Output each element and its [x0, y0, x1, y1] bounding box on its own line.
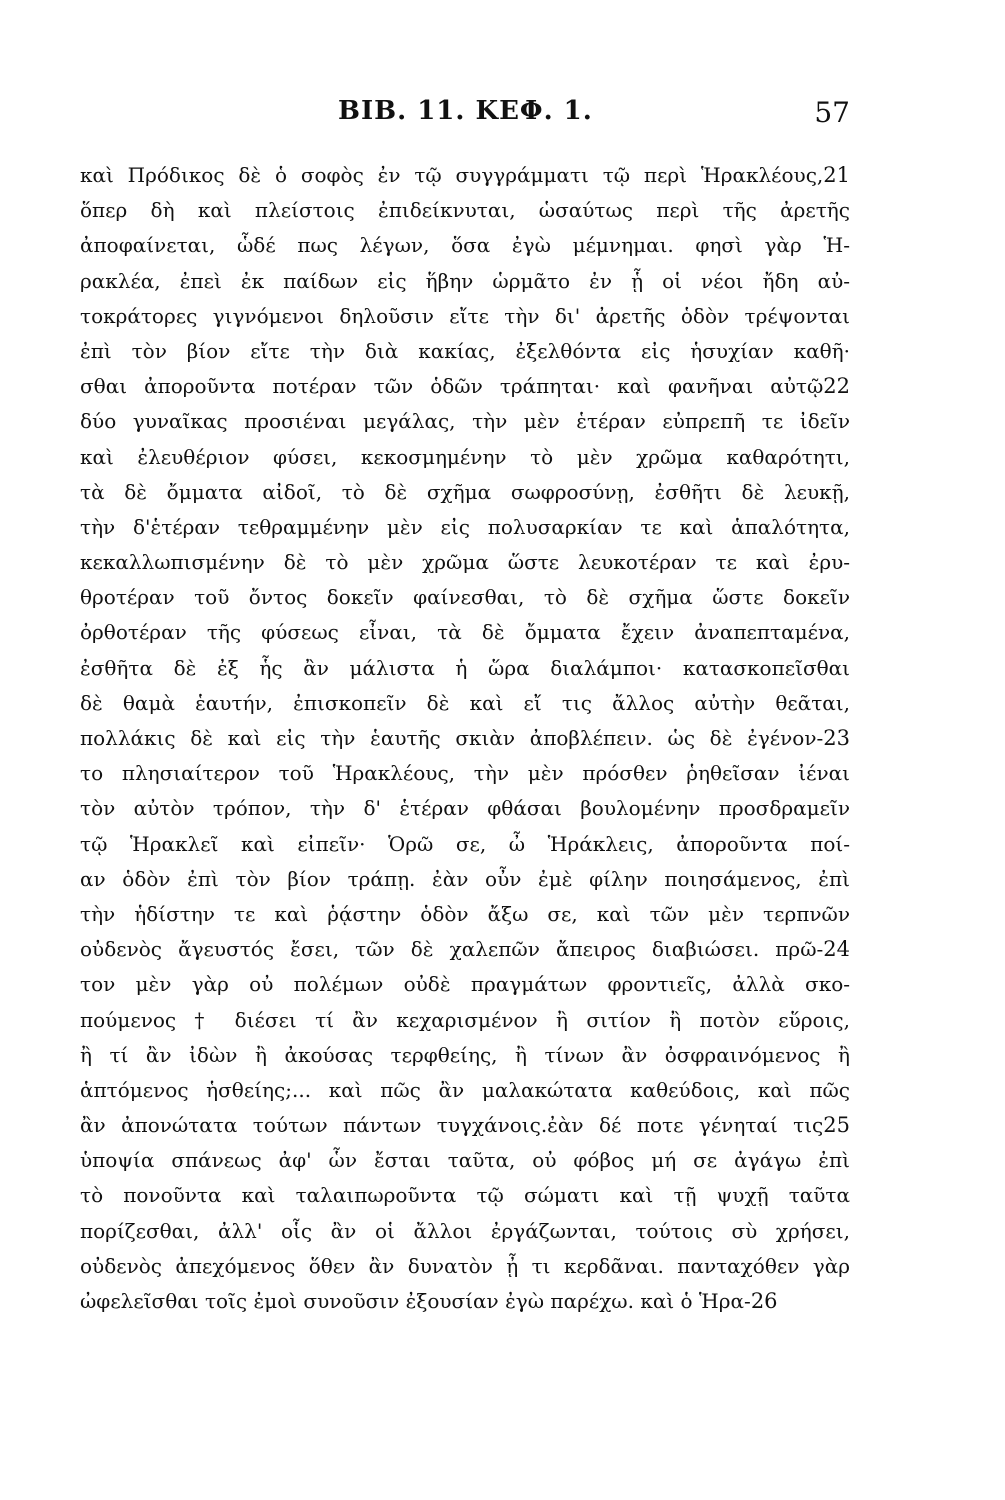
line-text: ὠφελεῖσθαι τοῖς ἐμοὶ συνοῦσιν ἐξουσίαν ἐγὼ παρέχω. καὶ ὁ Ἡρα-26 [80, 1289, 778, 1313]
line-text: ὅπερ δὴ καὶ πλείστοις ἐπιδείκνυται, ὡσαύτως περὶ τῆς ἀρετῆς [80, 198, 850, 223]
line-text: τον μὲν γὰρ οὐ πολέμων οὐδὲ πραγμάτων φροντιεῖς, ἀλλὰ σκο- [80, 972, 850, 997]
body-text [80, 158, 850, 1319]
text-line [80, 228, 850, 263]
section-number: 21 [823, 163, 850, 187]
running-title: BIB. 11. ΚΕΦ. 1. [338, 96, 593, 126]
section-number: 25 [823, 1113, 850, 1138]
text-line [80, 1108, 850, 1143]
line-text: τὰ δὲ ὄμματα αἰδοῖ, τὸ δὲ σχῆμα σωφροσύνῃ, ἐσθῆτι δὲ λευκῇ, [80, 479, 850, 504]
line-text: καὶ ἐλευθέριον φύσει, κεκοσμημένην τὸ μὲν χρῶμα καθαρότητι, [80, 444, 850, 469]
line-text: πολλάκις δὲ καὶ εἰς τὴν ἑαυτῆς σκιὰν ἀποβλέπειν. ὡς δὲ ἐγένον-23 [80, 726, 850, 750]
line-text: σθαι ἀποροῦντα ποτέραν τῶν ὁδῶν τράπηται· καὶ φανῆναι αὐτῷ22 [80, 374, 850, 399]
line-text: πούμενος † διέσει τί ἂν κεχαρισμένον ἢ σιτίον ἢ ποτὸν εὕροις, [80, 1007, 850, 1032]
text-line [80, 193, 850, 228]
line-text: θροτέραν τοῦ ὄντος δοκεῖν φαίνεσθαι, τὸ δὲ σχῆμα ὥστε δοκεῖν [80, 585, 850, 610]
text-line [80, 932, 850, 967]
section-number: 24 [823, 937, 850, 962]
text-line [80, 264, 850, 299]
section-number: 23 [823, 726, 850, 750]
text-line [80, 686, 850, 721]
line-text: δὲ θαμὰ ἑαυτήν, ἐπισκοπεῖν δὲ καὶ εἴ τις ἄλλος αὐτὴν θεᾶται, [80, 690, 850, 715]
line-text: το πλησιαίτερον τοῦ Ἡρακλέους, τὴν μὲν πρόσθεν ῥηθεῖσαν ἰέναι [80, 761, 850, 786]
text-line [80, 1214, 850, 1249]
text-line [80, 1003, 850, 1038]
text-line [80, 967, 850, 1002]
line-text: τὴν δ'ἑτέραν τεθραμμένην μὲν εἰς πολυσαρκίαν τε καὶ ἁπαλότητα, [80, 514, 850, 539]
text-line [80, 510, 850, 545]
line-text: κεκαλλωπισμένην δὲ τὸ μὲν χρῶμα ὥστε λευκοτέραν τε καὶ ἐρυ- [80, 550, 850, 575]
text-line [80, 791, 850, 826]
text-line [80, 1249, 850, 1284]
line-text: οὐδενὸς ἄγευστός ἔσει, τῶν δὲ χαλεπῶν ἄπειρος διαβιώσει. πρῶ-24 [80, 937, 850, 962]
line-text: ἂν ἀπονώτατα τούτων πάντων τυγχάνοις.ἐὰν δέ ποτε γένηταί τις25 [80, 1113, 850, 1138]
line-text: ἐσθῆτα δὲ ἐξ ἧς ἂν μάλιστα ἡ ὥρα διαλάμποι· κατασκοπεῖσθαι [80, 655, 850, 680]
text-line [80, 1284, 850, 1319]
text-line [80, 1038, 850, 1073]
text-line [80, 440, 850, 475]
page-number: 57 [814, 96, 850, 129]
text-line [80, 475, 850, 510]
line-text: οὐδενὸς ἀπεχόμενος ὅθεν ἂν δυνατὸν ᾖ τι κερδᾶναι. πανταχόθεν γὰρ [80, 1253, 850, 1278]
text-line [80, 897, 850, 932]
running-head [80, 96, 850, 136]
text-line [80, 862, 850, 897]
text-line [80, 1143, 850, 1178]
section-number: 26 [750, 1289, 778, 1313]
line-text: ρακλέα, ἐπεὶ ἐκ παίδων εἰς ἥβην ὡρμᾶτο ἐν ᾗ οἱ νέοι ἤδη αὐ- [80, 268, 850, 293]
text-line [80, 545, 850, 580]
line-text: τοκράτορες γιγνόμενοι δηλοῦσιν εἴτε τὴν δι' ἀρετῆς ὁδὸν τρέψονται [80, 303, 850, 328]
line-text: ὑποψία σπάνεως ἀφ' ὧν ἔσται ταῦτα, οὐ φόβος μή σε ἀγάγω ἐπὶ [80, 1148, 850, 1173]
text-line [80, 721, 850, 756]
section-number: 22 [823, 374, 850, 399]
text-line [80, 334, 850, 369]
line-text: ὀρθοτέραν τῆς φύσεως εἶναι, τὰ δὲ ὄμματα ἔχειν ἀναπεπταμένα, [80, 620, 850, 645]
line-text: τῷ Ἡρακλεῖ καὶ εἰπεῖν· Ὁρῶ σε, ὦ Ἡράκλεις, ἀποροῦντα ποί- [80, 831, 850, 856]
text-line [80, 827, 850, 862]
line-text: καὶ Πρόδικος δὲ ὁ σοφὸς ἐν τῷ συγγράμματι τῷ περὶ Ἡρακλέους,21 [80, 163, 850, 187]
text-line [80, 369, 850, 404]
line-text: ἐπὶ τὸν βίον εἴτε τὴν διὰ κακίας, ἐξελθόντα εἰς ἡσυχίαν καθῆ· [80, 338, 850, 363]
line-text: τὴν ἡδίστην τε καὶ ῥᾴστην ὁδὸν ἄξω σε, καὶ τῶν μὲν τερπνῶν [80, 901, 850, 926]
text-line [80, 580, 850, 615]
text-line [80, 1178, 850, 1213]
text-line [80, 299, 850, 334]
line-text: τὸ πονοῦντα καὶ ταλαιπωροῦντα τῷ σώματι καὶ τῇ ψυχῇ ταῦτα [80, 1183, 850, 1208]
line-text: πορίζεσθαι, ἀλλ' οἷς ἂν οἱ ἄλλοι ἐργάζωνται, τούτοις σὺ χρήσει, [80, 1218, 850, 1243]
text-line [80, 158, 850, 193]
line-text: αν ὁδὸν ἐπὶ τὸν βίον τράπῃ. ἐὰν οὖν ἐμὲ φίλην ποιησάμενος, ἐπὶ [80, 866, 850, 891]
text-line [80, 651, 850, 686]
line-text: δύο γυναῖκας προσιέναι μεγάλας, τὴν μὲν ἑτέραν εὐπρεπῆ τε ἰδεῖν [80, 409, 850, 434]
text-line [80, 615, 850, 650]
text-line [80, 404, 850, 439]
text-line [80, 1073, 850, 1108]
line-text: ἢ τί ἂν ἰδὼν ἢ ἀκούσας τερφθείης, ἢ τίνων ἂν ὀσφραινόμενος ἢ [80, 1042, 850, 1067]
text-line [80, 756, 850, 791]
line-text: ἀποφαίνεται, ὧδέ πως λέγων, ὅσα ἐγὼ μέμνημαι. φησὶ γὰρ Ἡ- [80, 233, 850, 258]
line-text: τὸν αὐτὸν τρόπον, τὴν δ' ἑτέραν φθάσαι βουλομένην προσδραμεῖν [80, 796, 850, 821]
line-text: ἁπτόμενος ἡσθείης;... καὶ πῶς ἂν μαλακώτατα καθεύδοις, καὶ πῶς [80, 1077, 850, 1102]
